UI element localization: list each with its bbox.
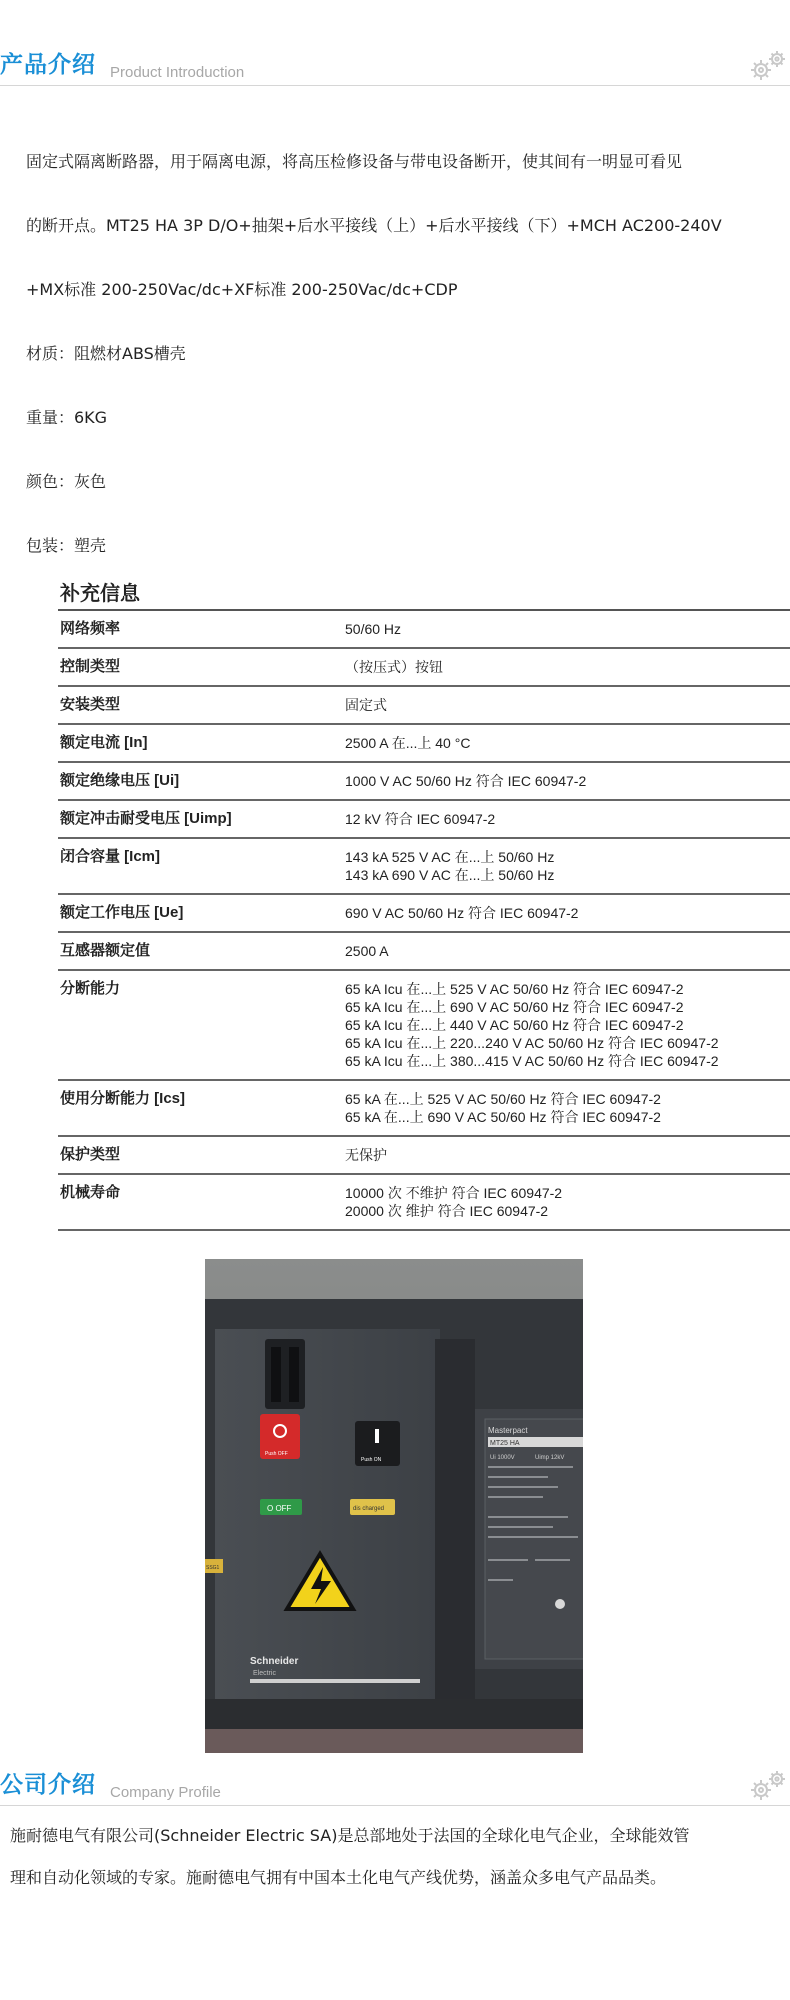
spec-value [345, 1184, 790, 1220]
spec-row [58, 1137, 790, 1175]
spec-key: 控制类型 [60, 658, 121, 675]
description-line: 固定式隔离断路器，用于隔离电源，将高压检修设备与带电设备断开，使其间有一明显可看见 [26, 152, 683, 171]
spec-value-line: 65 kA Icu 在...上 440 V AC 50/60 Hz 符合 IEC 60947-2 [345, 1017, 684, 1033]
spec-key: 互感器额定值 [60, 942, 151, 959]
spec-value [345, 734, 790, 752]
spec-value [345, 810, 790, 828]
company-line: 施耐德电气有限公司(Schneider Electric SA)是总部地处于法国的全球化电气企业，全球能效管 [10, 1826, 690, 1845]
spec-row [58, 895, 790, 933]
spec-value-line: 20000 次 维护 符合 IEC 60947-2 [345, 1203, 549, 1219]
section-title: 公司介绍 [0, 1772, 96, 1798]
spec-value-line: 固定式 [345, 697, 387, 713]
push-off-label: Push OFF [265, 1451, 288, 1457]
spec-row [58, 971, 790, 1081]
spec-value-line: 50/60 Hz [345, 621, 402, 637]
spec-value [345, 904, 790, 922]
spec-value-line: 65 kA Icu 在...上 220...240 V AC 50/60 Hz 符合 IEC 60947-2 [345, 1035, 719, 1051]
spec-key: 保护类型 [60, 1146, 121, 1163]
spec-row [58, 933, 790, 971]
section-subtitle: Company Profile [110, 1784, 221, 1801]
spec-value-line: 65 kA Icu 在...上 380...415 V AC 50/60 Hz 符合 IEC 60947-2 [345, 1053, 719, 1069]
section-title: 产品介绍 [0, 52, 96, 78]
nameplate-model: MT25 HA [490, 1440, 520, 1447]
spec-value-line: 65 kA 在...上 690 V AC 50/60 Hz 符合 IEC 60947-2 [345, 1109, 661, 1125]
spec-row [58, 1175, 790, 1231]
spec-key: 分断能力 [60, 980, 121, 997]
nameplate-brand: Masterpact [488, 1426, 528, 1435]
spec-value-line: 无保护 [345, 1147, 387, 1163]
nameplate-uimp: Uimp 12kV [535, 1455, 565, 1461]
spec-row [58, 801, 790, 839]
description-line: +MX标准 200-250Vac/dc+XF标准 200-250Vac/dc+CDP [26, 280, 458, 299]
push-on-label: Push ON [361, 1457, 382, 1463]
spec-value-line: 690 V AC 50/60 Hz 符合 IEC 60947-2 [345, 905, 579, 921]
spec-key: 网络频率 [60, 620, 121, 637]
spec-value [345, 772, 790, 790]
section-header-company [0, 1765, 790, 1806]
brand-logo: Schneider [250, 1656, 299, 1667]
spec-value-line: （按压式）按钮 [345, 659, 443, 675]
spec-value-line: 65 kA Icu 在...上 690 V AC 50/60 Hz 符合 IEC 60947-2 [345, 999, 684, 1015]
spec-value-line: 65 kA 在...上 525 V AC 50/60 Hz 符合 IEC 60947-2 [345, 1091, 661, 1107]
spec-value-line: 12 kV 符合 IEC 60947-2 [345, 811, 496, 827]
off-indicator: O OFF [267, 1504, 292, 1513]
spec-value [345, 980, 790, 1070]
spec-row [58, 763, 790, 801]
gears-icon [746, 1769, 788, 1803]
side-label: SSG1 [206, 1565, 220, 1571]
weight-text: 重量：6KG [26, 408, 108, 427]
spec-row [58, 687, 790, 725]
gears-icon [746, 49, 788, 83]
breaker-illustration [205, 1259, 583, 1753]
spec-table [58, 609, 790, 1231]
spec-key: 使用分断能力 [Ics] [60, 1090, 186, 1107]
nameplate-ui: Ui 1000V [490, 1455, 515, 1461]
color-text: 颜色：灰色 [26, 472, 107, 491]
spec-value [345, 1146, 790, 1164]
spec-value-line: 1000 V AC 50/60 Hz 符合 IEC 60947-2 [345, 773, 587, 789]
spec-row [58, 1081, 790, 1137]
spec-key: 额定冲击耐受电压 [Uimp] [60, 810, 232, 827]
spec-value [345, 942, 790, 960]
spec-value-line: 2500 A [345, 943, 389, 959]
discharged-indicator: dis charged [353, 1506, 385, 1512]
spec-key: 额定电流 [In] [60, 734, 148, 751]
spec-value-line: 143 kA 525 V AC 在...上 50/60 Hz [345, 849, 555, 865]
company-line: 理和自动化领域的专家。施耐德电气拥有中国本土化电气产线优势，涵盖众多电气产品品类。 [10, 1868, 667, 1887]
spec-value-line: 65 kA Icu 在...上 525 V AC 50/60 Hz 符合 IEC 60947-2 [345, 981, 684, 997]
packaging-text: 包装：塑壳 [26, 536, 107, 555]
spec-key: 额定工作电压 [Ue] [60, 904, 184, 921]
spec-value-line: 10000 次 不维护 符合 IEC 60947-2 [345, 1185, 563, 1201]
brand-sub: Electric [253, 1670, 276, 1677]
material-text: 材质：阻燃材ABS槽壳 [26, 344, 186, 363]
spec-value [345, 696, 790, 714]
spec-row [58, 839, 790, 895]
section-subtitle: Product Introduction [110, 64, 245, 81]
spec-value [345, 848, 790, 884]
section-header-product [0, 45, 790, 86]
spec-key: 额定绝缘电压 [Ui] [60, 772, 180, 789]
spec-value [345, 620, 790, 638]
spec-value-line: 143 kA 690 V AC 在...上 50/60 Hz [345, 867, 555, 883]
spec-row [58, 725, 790, 763]
spec-value [345, 1090, 790, 1126]
description-line: 的断开点。MT25 HA 3P D/O+抽架+后水平接线（上）+后水平接线（下）+MCH AC200-240V [26, 216, 722, 235]
spec-value [345, 658, 790, 676]
spec-row [58, 611, 790, 649]
product-photo [205, 1259, 583, 1753]
spec-row [58, 649, 790, 687]
spec-title: 补充信息 [60, 581, 140, 605]
spec-key: 安装类型 [60, 696, 121, 713]
spec-key: 机械寿命 [60, 1184, 121, 1201]
spec-key: 闭合容量 [Icm] [60, 848, 161, 865]
spec-value-line: 2500 A 在...上 40 °C [345, 735, 471, 751]
